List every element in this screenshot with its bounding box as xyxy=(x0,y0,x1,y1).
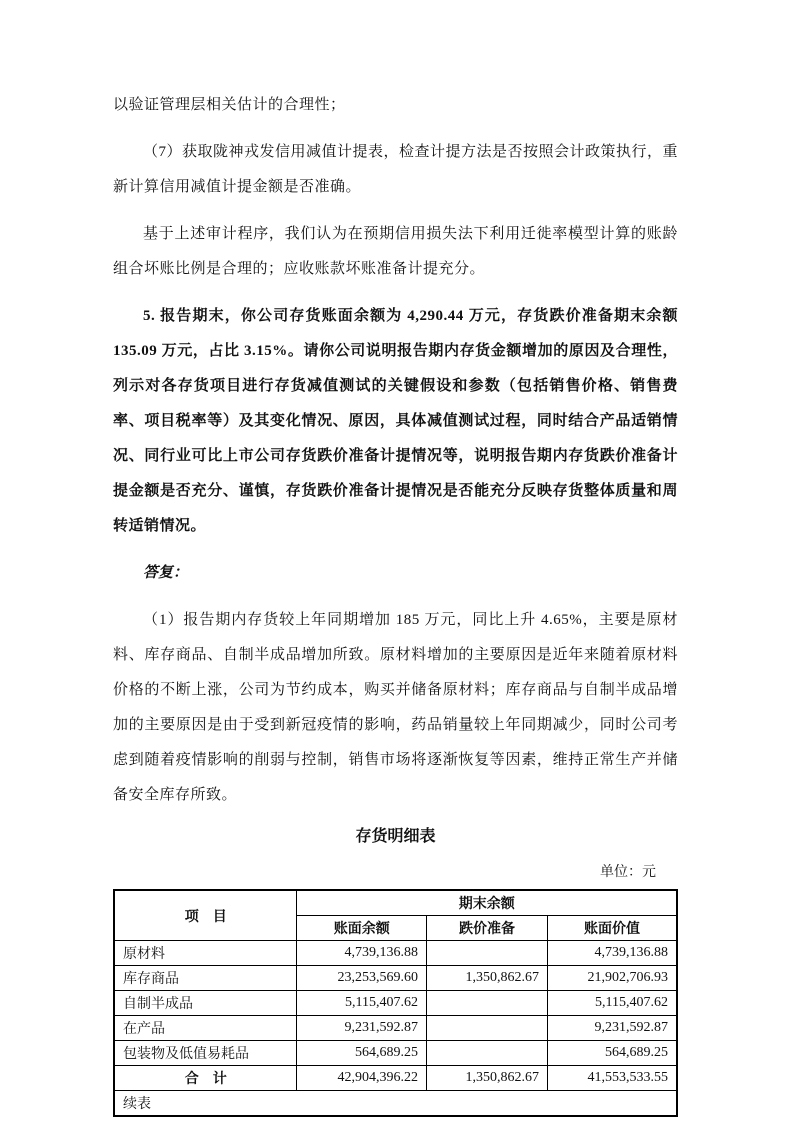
row-provision xyxy=(426,991,547,1016)
inventory-table xyxy=(113,889,678,1117)
header-item: 项 目 xyxy=(114,890,297,941)
row-provision: 1,350,862.67 xyxy=(426,966,547,991)
row-value: 9,231,592.87 xyxy=(547,1016,677,1041)
row-balance: 9,231,592.87 xyxy=(297,1016,426,1041)
header-period-end-balance: 期末余额 xyxy=(297,890,677,916)
row-item: 在产品 xyxy=(114,1016,297,1041)
table-title: 存货明细表 xyxy=(355,828,436,845)
paragraph-reply-1: （1）报告期内存货较上年同期增加 185 万元，同比上升 4.65%，主要是原材料、库存商品、自制半成品增加所致。原材料增加的主要原因是近年来随着原材料价格的不断上涨，公司为节约成本，购买并储备原材料；库存商品与自制半成品增加的主要原因是由于受到新冠疫情的影响，药品销量较上年同期减少，同时公司考虑到随着疫情影响的削弱与控制，销售市场将逐渐恢复等因素，维持正常生产并储备安全库存所致。 xyxy=(113,612,678,803)
row-value: 5,115,407.62 xyxy=(547,991,677,1016)
row-balance: 5,115,407.62 xyxy=(297,991,426,1016)
header-book-value: 账面价值 xyxy=(547,916,677,941)
row-value: 21,902,706.93 xyxy=(547,966,677,991)
table-row xyxy=(114,991,677,1016)
reply-heading: 答复： xyxy=(143,565,189,581)
row-provision xyxy=(426,941,547,966)
row-balance: 4,739,136.88 xyxy=(297,941,426,966)
row-item: 库存商品 xyxy=(114,966,297,991)
table-row xyxy=(114,1016,677,1041)
table-continuation-row xyxy=(114,1091,677,1117)
paragraph-continuation: 以验证管理层相关估计的合理性； xyxy=(113,97,346,113)
table-row xyxy=(114,1041,677,1066)
total-balance: 42,904,396.22 xyxy=(297,1066,426,1091)
total-label: 合 计 xyxy=(114,1066,297,1091)
header-book-balance: 账面余额 xyxy=(297,916,426,941)
row-item: 原材料 xyxy=(114,941,297,966)
row-value: 4,739,136.88 xyxy=(547,941,677,966)
table-header-row-group xyxy=(114,890,677,916)
row-value: 564,689.25 xyxy=(547,1041,677,1066)
row-item: 自制半成品 xyxy=(114,991,297,1016)
header-provision: 跌价准备 xyxy=(426,916,547,941)
row-balance: 564,689.25 xyxy=(297,1041,426,1066)
row-balance: 23,253,569.60 xyxy=(297,966,426,991)
row-provision xyxy=(426,1041,547,1066)
unit-label: 单位：元 xyxy=(600,865,656,880)
paragraph-audit-step-7: （7）获取陇神戎发信用减值计提表，检查计提方法是否按照会计政策执行，重新计算信用减值计提金额是否准确。 xyxy=(113,144,679,195)
row-item: 包装物及低值易耗品 xyxy=(114,1041,297,1066)
total-value: 41,553,533.55 xyxy=(547,1066,677,1091)
table-row xyxy=(114,941,677,966)
paragraph-question-5: 5. 报告期末，你公司存货账面余额为 4,290.44 万元，存货跌价准备期末余额 135.09 万元，占比 3.15%。请你公司说明报告期内存货金额增加的原因及合理性，列示对各存货项目进行存货减值测试的关键假设和参数（包括销售价格、销售费率、项目税率等）及其变化情况、原因，具体减值测试过程，同时结合产品适销情况、同行业可比上市公司存货跌价准备计提情况等，说明报告期内存货跌价准备计提金额是否充分、谨慎，存货跌价准备计提情况是否能充分反映存货整体质量和周转适销情况。 xyxy=(113,308,678,534)
row-provision xyxy=(426,1016,547,1041)
table-total-row xyxy=(114,1066,677,1091)
paragraph-audit-conclusion: 基于上述审计程序，我们认为在预期信用损失法下利用迁徙率模型计算的账龄组合坏账比例是合理的；应收账款坏账准备计提充分。 xyxy=(113,226,678,277)
table-row xyxy=(114,966,677,991)
continuation-label: 续表 xyxy=(114,1091,677,1117)
total-provision: 1,350,862.67 xyxy=(426,1066,547,1091)
